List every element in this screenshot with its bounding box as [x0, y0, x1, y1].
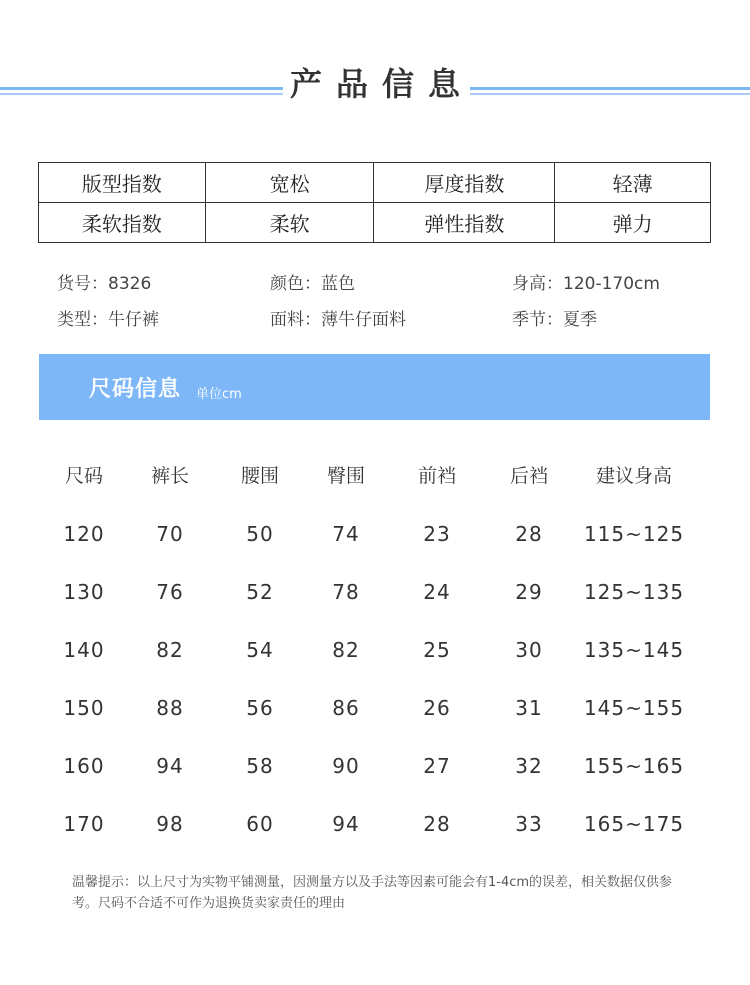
header-cell: 建议身高: [595, 465, 673, 487]
footnote: 温馨提示：以上尺寸为实物平铺测量，因测量方以及手法等因素可能会有1-4cm的误差，相关数据仅供参考。尺码不合适不可作为退换货卖家责任的理由: [72, 875, 673, 911]
info-type: 类型：牛仔裤: [57, 310, 159, 330]
attr-value-fit: 宽松: [205, 163, 374, 203]
size-banner-title: 尺码信息: [89, 377, 182, 402]
table-cell: 31: [515, 696, 543, 720]
table-cell: 115~125: [583, 522, 685, 546]
table-cell: 82: [156, 638, 184, 662]
table-cell: 50: [246, 522, 274, 546]
attr-label-elasticity: 弹性指数: [374, 203, 555, 243]
info-item-no: 货号：8326: [57, 274, 152, 294]
attr-label-thickness: 厚度指数: [374, 163, 555, 203]
attribute-row: [39, 203, 711, 243]
table-cell: 28: [515, 522, 543, 546]
attribute-row: [39, 163, 711, 203]
size-banner-unit: 单位cm: [196, 387, 242, 402]
section-header: [0, 62, 750, 106]
info-fabric: 面料：薄牛仔面料: [270, 310, 406, 330]
info-height: 身高：120-170cm: [512, 274, 660, 294]
table-cell: 125~135: [583, 580, 685, 604]
table-cell: 94: [332, 812, 360, 836]
table-cell: 25: [423, 638, 451, 662]
table-cell: 52: [246, 580, 274, 604]
attr-value-elasticity: 弹力: [555, 203, 711, 243]
table-cell: 82: [332, 638, 360, 662]
table-cell: 58: [246, 754, 274, 778]
table-cell: 135~145: [583, 638, 685, 662]
table-row: [40, 679, 710, 737]
table-cell: 28: [423, 812, 451, 836]
info-color: 颜色：蓝色: [270, 274, 355, 294]
table-cell: 76: [156, 580, 184, 604]
table-row: [40, 795, 710, 853]
table-cell: 74: [332, 522, 360, 546]
table-cell: 23: [423, 522, 451, 546]
header-cell: 尺码: [64, 465, 104, 487]
header-cell: 腰围: [240, 465, 280, 487]
table-cell: 155~165: [583, 754, 685, 778]
attribute-table: [38, 162, 711, 243]
table-cell: 130: [63, 580, 105, 604]
size-banner: [39, 354, 710, 420]
table-cell: 90: [332, 754, 360, 778]
attr-value-thickness: 轻薄: [555, 163, 711, 203]
header-cell: 前裆: [417, 465, 457, 487]
table-cell: 30: [515, 638, 543, 662]
table-cell: 70: [156, 522, 184, 546]
table-cell: 160: [63, 754, 105, 778]
size-table-header: [40, 447, 710, 505]
table-cell: 29: [515, 580, 543, 604]
table-cell: 88: [156, 696, 184, 720]
header-cell: 裤长: [150, 465, 190, 487]
table-row: [40, 563, 710, 621]
table-cell: 140: [63, 638, 105, 662]
table-cell: 26: [423, 696, 451, 720]
table-cell: 32: [515, 754, 543, 778]
table-cell: 24: [423, 580, 451, 604]
table-cell: 165~175: [583, 812, 685, 836]
attr-label-softness: 柔软指数: [39, 203, 206, 243]
size-table: [40, 447, 710, 853]
header-cell: 臀围: [326, 465, 366, 487]
table-cell: 98: [156, 812, 184, 836]
page-title: 产品信息: [289, 65, 474, 103]
attr-label-fit: 版型指数: [39, 163, 206, 203]
table-cell: 145~155: [583, 696, 685, 720]
table-row: [40, 621, 710, 679]
header-cell: 后裆: [509, 465, 549, 487]
table-cell: 56: [246, 696, 274, 720]
table-cell: 33: [515, 812, 543, 836]
table-row: [40, 737, 710, 795]
table-cell: 170: [63, 812, 105, 836]
table-row: [40, 505, 710, 563]
table-cell: 86: [332, 696, 360, 720]
info-season: 季节：夏季: [512, 310, 597, 330]
table-cell: 60: [246, 812, 274, 836]
table-cell: 94: [156, 754, 184, 778]
attr-value-softness: 柔软: [205, 203, 374, 243]
table-cell: 150: [63, 696, 105, 720]
table-cell: 27: [423, 754, 451, 778]
table-cell: 78: [332, 580, 360, 604]
table-cell: 54: [246, 638, 274, 662]
table-cell: 120: [63, 522, 105, 546]
